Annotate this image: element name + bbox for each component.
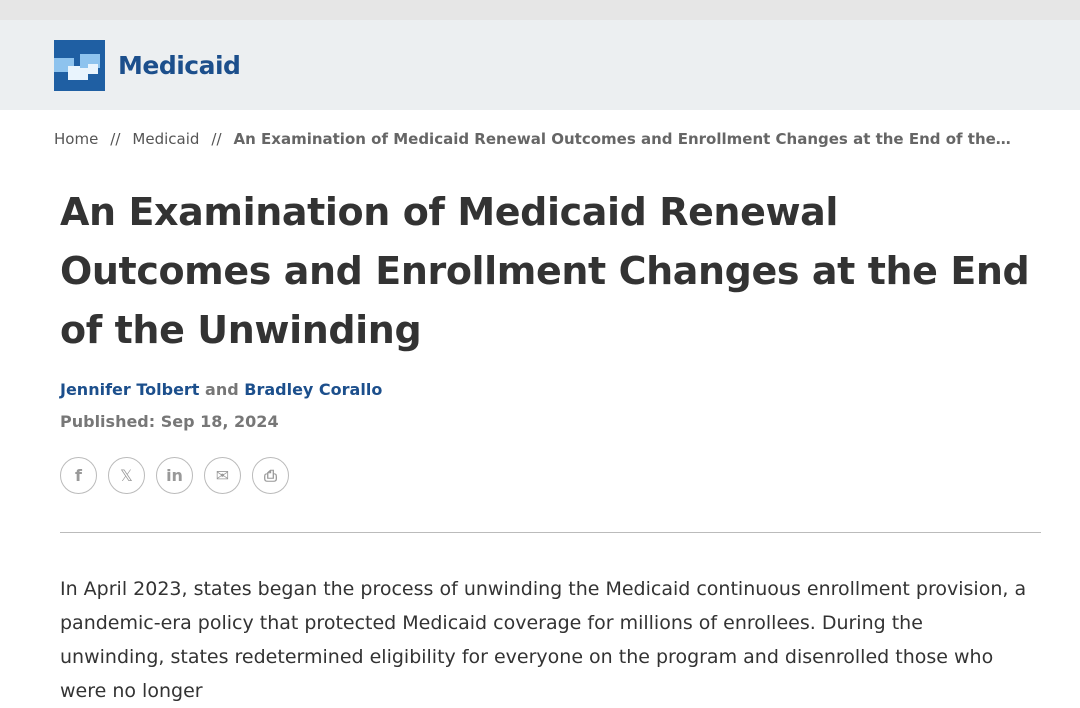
- share-buttons: [60, 457, 289, 494]
- browser-top-bar: [0, 0, 1080, 20]
- facebook-icon[interactable]: f: [60, 457, 97, 494]
- breadcrumb-current: An Examination of Medicaid Renewal Outcomes and Enrollment Changes at the End of the…: [233, 130, 1011, 148]
- published-date: Published: Sep 18, 2024: [60, 412, 279, 431]
- breadcrumb-home[interactable]: Home: [54, 130, 99, 148]
- breadcrumb-medicaid[interactable]: Medicaid: [132, 130, 200, 148]
- page-title: An Examination of Medicaid Renewal Outcomes and Enrollment Changes at the End of the Unwinding: [60, 190, 1030, 352]
- print-icon[interactable]: ⎙: [252, 457, 289, 494]
- site-brand-link[interactable]: Medicaid: [118, 50, 241, 80]
- linkedin-icon[interactable]: in: [156, 457, 193, 494]
- breadcrumb: [54, 130, 1011, 148]
- breadcrumb-separator: //: [110, 130, 121, 148]
- medicaid-logo-icon[interactable]: [54, 40, 105, 91]
- x-icon[interactable]: 𝕏: [108, 457, 145, 494]
- authors-conjunction: and: [205, 380, 239, 399]
- author-link[interactable]: Jennifer Tolbert: [60, 380, 200, 399]
- breadcrumb-separator: //: [211, 130, 222, 148]
- site-header: [0, 20, 1080, 110]
- email-icon[interactable]: ✉: [204, 457, 241, 494]
- divider: [60, 532, 1041, 533]
- article-body: In April 2023, states began the process of unwinding the Medicaid continuous enrollment provision, a pandemic-era policy that protected Medicaid coverage for millions of enrollees. During the unwinding, states redetermined eligibility for everyone on the program and disenrolled those who were no longer: [60, 578, 1027, 702]
- authors: [60, 380, 382, 399]
- author-link[interactable]: Bradley Corallo: [244, 380, 383, 399]
